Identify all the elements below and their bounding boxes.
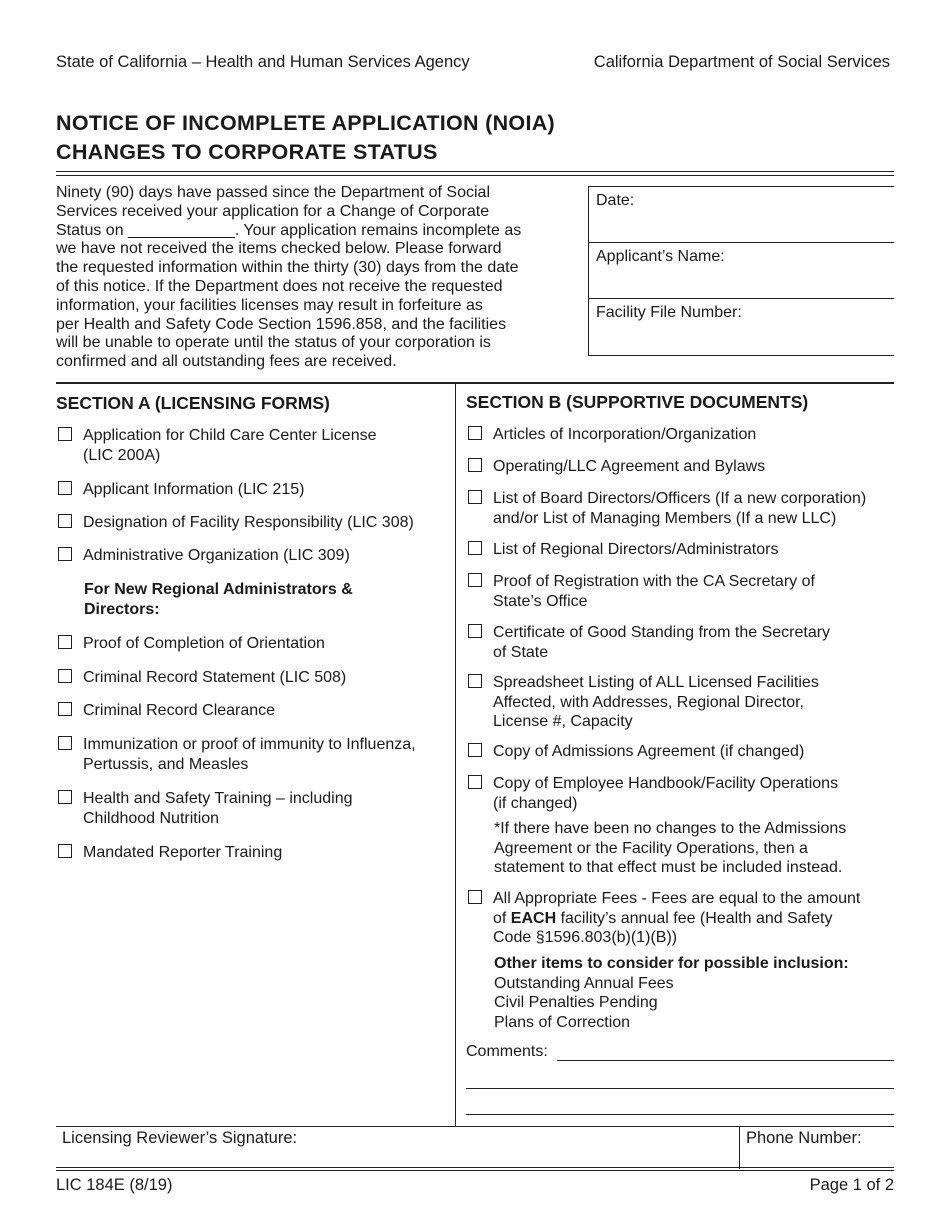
other-items-heading: Other items to consider for possible inclusion: (494, 955, 849, 972)
comments-label: Comments: (466, 1043, 548, 1060)
checkbox[interactable] (58, 844, 72, 858)
checklist-item[interactable]: Proof of Completion of Orientation (56, 634, 325, 654)
intro-line: Services received your application for a Change of Corporate (56, 202, 490, 220)
no-changes-note: *If there have been no changes to the Admissions Agreement or the Facility Operations, then a statement to that effect must be included instead. (494, 820, 847, 876)
checklist-item[interactable]: Criminal Record Statement (LIC 508) (56, 668, 346, 688)
checklist-item[interactable]: Health and Safety Training – including Childhood Nutrition (56, 789, 353, 828)
column-divider (455, 383, 456, 1127)
reviewer-signature-label: Licensing Reviewer’s Signature: (62, 1129, 298, 1147)
checklist-item[interactable]: Criminal Record Clearance (56, 701, 275, 721)
other-item: Plans of Correction (494, 1013, 631, 1031)
checkbox[interactable] (468, 458, 482, 472)
checkbox[interactable] (58, 514, 72, 528)
phone-number-label: Phone Number: (746, 1129, 862, 1147)
facility-file-number-field[interactable] (589, 299, 894, 355)
section-top-rule (56, 382, 894, 384)
comments-line[interactable] (466, 1114, 894, 1115)
checkbox[interactable] (468, 541, 482, 555)
checkbox[interactable] (58, 669, 72, 683)
comments-line[interactable] (466, 1088, 894, 1089)
form-id: LIC 184E (8/19) (56, 1176, 173, 1194)
intro-line: information, your facilities licenses may result in forfeiture as (56, 296, 483, 314)
checklist-item[interactable]: Applicant Information (LIC 215) (56, 480, 304, 500)
checkbox[interactable] (468, 743, 482, 757)
checkbox[interactable] (468, 674, 482, 688)
intro-line: Status on ____________. Your application remains incomplete as (56, 221, 522, 239)
checklist-item[interactable]: Spreadsheet Listing of ALL Licensed Facilities Affected, with Addresses, Regional Director, License #, Capacity (466, 673, 819, 732)
applicant-name-field[interactable] (589, 243, 894, 299)
phone-divider (739, 1127, 740, 1169)
checklist-item[interactable]: Immunization or proof of immunity to Influenza, Pertussis, and Measles (56, 735, 416, 774)
applicant-name-label: Applicant’s Name: (596, 248, 725, 265)
intro-line: per Health and Safety Code Section 1596.858, and the facilities (56, 315, 507, 333)
intro-line: confirmed and all outstanding fees are received. (56, 353, 397, 371)
checkbox[interactable] (58, 790, 72, 804)
checkbox[interactable] (58, 635, 72, 649)
intro-line: the requested information within the thirty (30) days from the date (56, 259, 519, 277)
section-b-heading: SECTION B (SUPPORTIVE DOCUMENTS) (466, 392, 809, 412)
checkbox[interactable] (468, 775, 482, 789)
page-number: Page 1 of 2 (809, 1176, 894, 1194)
page-title (56, 109, 555, 167)
title-line-2: CHANGES TO CORPORATE STATUS (56, 140, 438, 164)
checklist-item[interactable]: Copy of Employee Handbook/Facility Operations (if changed) (466, 774, 838, 813)
checklist-item[interactable]: List of Regional Directors/Administrators (466, 540, 778, 560)
checklist-item[interactable]: Operating/LLC Agreement and Bylaws (466, 457, 765, 477)
bottom-double-rule (56, 1167, 894, 1171)
date-label: Date: (596, 192, 635, 209)
checkbox[interactable] (58, 481, 72, 495)
intro-line: will be unable to operate until the status of your corporation is (56, 334, 491, 352)
checkbox[interactable] (468, 890, 482, 904)
other-item: Outstanding Annual Fees (494, 974, 674, 992)
checkbox[interactable] (58, 427, 72, 441)
checkbox[interactable] (58, 736, 72, 750)
other-items-block (494, 954, 849, 1032)
facility-file-number-label: Facility File Number: (596, 304, 742, 321)
checklist-item-fees[interactable]: All Appropriate Fees - Fees are equal to the amount of EACH facility’s annual fee (Health and Safety Code §1596.803(b)(1)(B)) (466, 889, 860, 948)
other-item: Civil Penalties Pending (494, 994, 658, 1011)
checklist-item[interactable]: Application for Child Care Center License (LIC 200A) (56, 426, 376, 465)
date-field[interactable] (589, 187, 894, 243)
department-name: California Department of Social Services (593, 53, 890, 71)
section-a-heading: SECTION A (LICENSING FORMS) (56, 393, 330, 413)
checkbox[interactable] (468, 490, 482, 504)
checklist-item[interactable]: Designation of Facility Responsibility (LIC 308) (56, 513, 414, 533)
checkbox[interactable] (58, 547, 72, 561)
checklist-item[interactable]: Administrative Organization (LIC 309) (56, 546, 350, 566)
intro-paragraph (56, 184, 566, 372)
agency-name: State of California – Health and Human Services Agency (56, 53, 470, 71)
checkbox[interactable] (468, 573, 482, 587)
checklist-item[interactable]: Articles of Incorporation/Organization (466, 425, 756, 445)
checklist-item[interactable]: Copy of Admissions Agreement (if changed) (466, 742, 804, 762)
top-double-rule (56, 171, 894, 176)
checkbox[interactable] (468, 624, 482, 638)
checklist-item[interactable]: Proof of Registration with the CA Secretary of State’s Office (466, 572, 815, 611)
intro-line: Ninety (90) days have passed since the Department of Social (56, 184, 491, 201)
intro-line: of this notice. If the Department does not receive the requested (56, 277, 503, 295)
intro-line: we have not received the items checked below. Please forward (56, 240, 502, 258)
signature-rule (56, 1126, 894, 1127)
regional-admin-subheading: For New Regional Administrators & Directors: (84, 581, 353, 618)
applicant-info-box (588, 186, 894, 356)
checklist-item[interactable]: Certificate of Good Standing from the Secretary of State (466, 623, 830, 662)
checklist-item[interactable]: Mandated Reporter Training (56, 843, 282, 863)
comments-line[interactable] (557, 1060, 894, 1061)
title-line-1: NOTICE OF INCOMPLETE APPLICATION (NOIA) (56, 111, 556, 135)
checklist-item[interactable]: List of Board Directors/Officers (If a new corporation) and/or List of Managing Members (If a new LLC) (466, 489, 866, 528)
checkbox[interactable] (468, 426, 482, 440)
checkbox[interactable] (58, 702, 72, 716)
